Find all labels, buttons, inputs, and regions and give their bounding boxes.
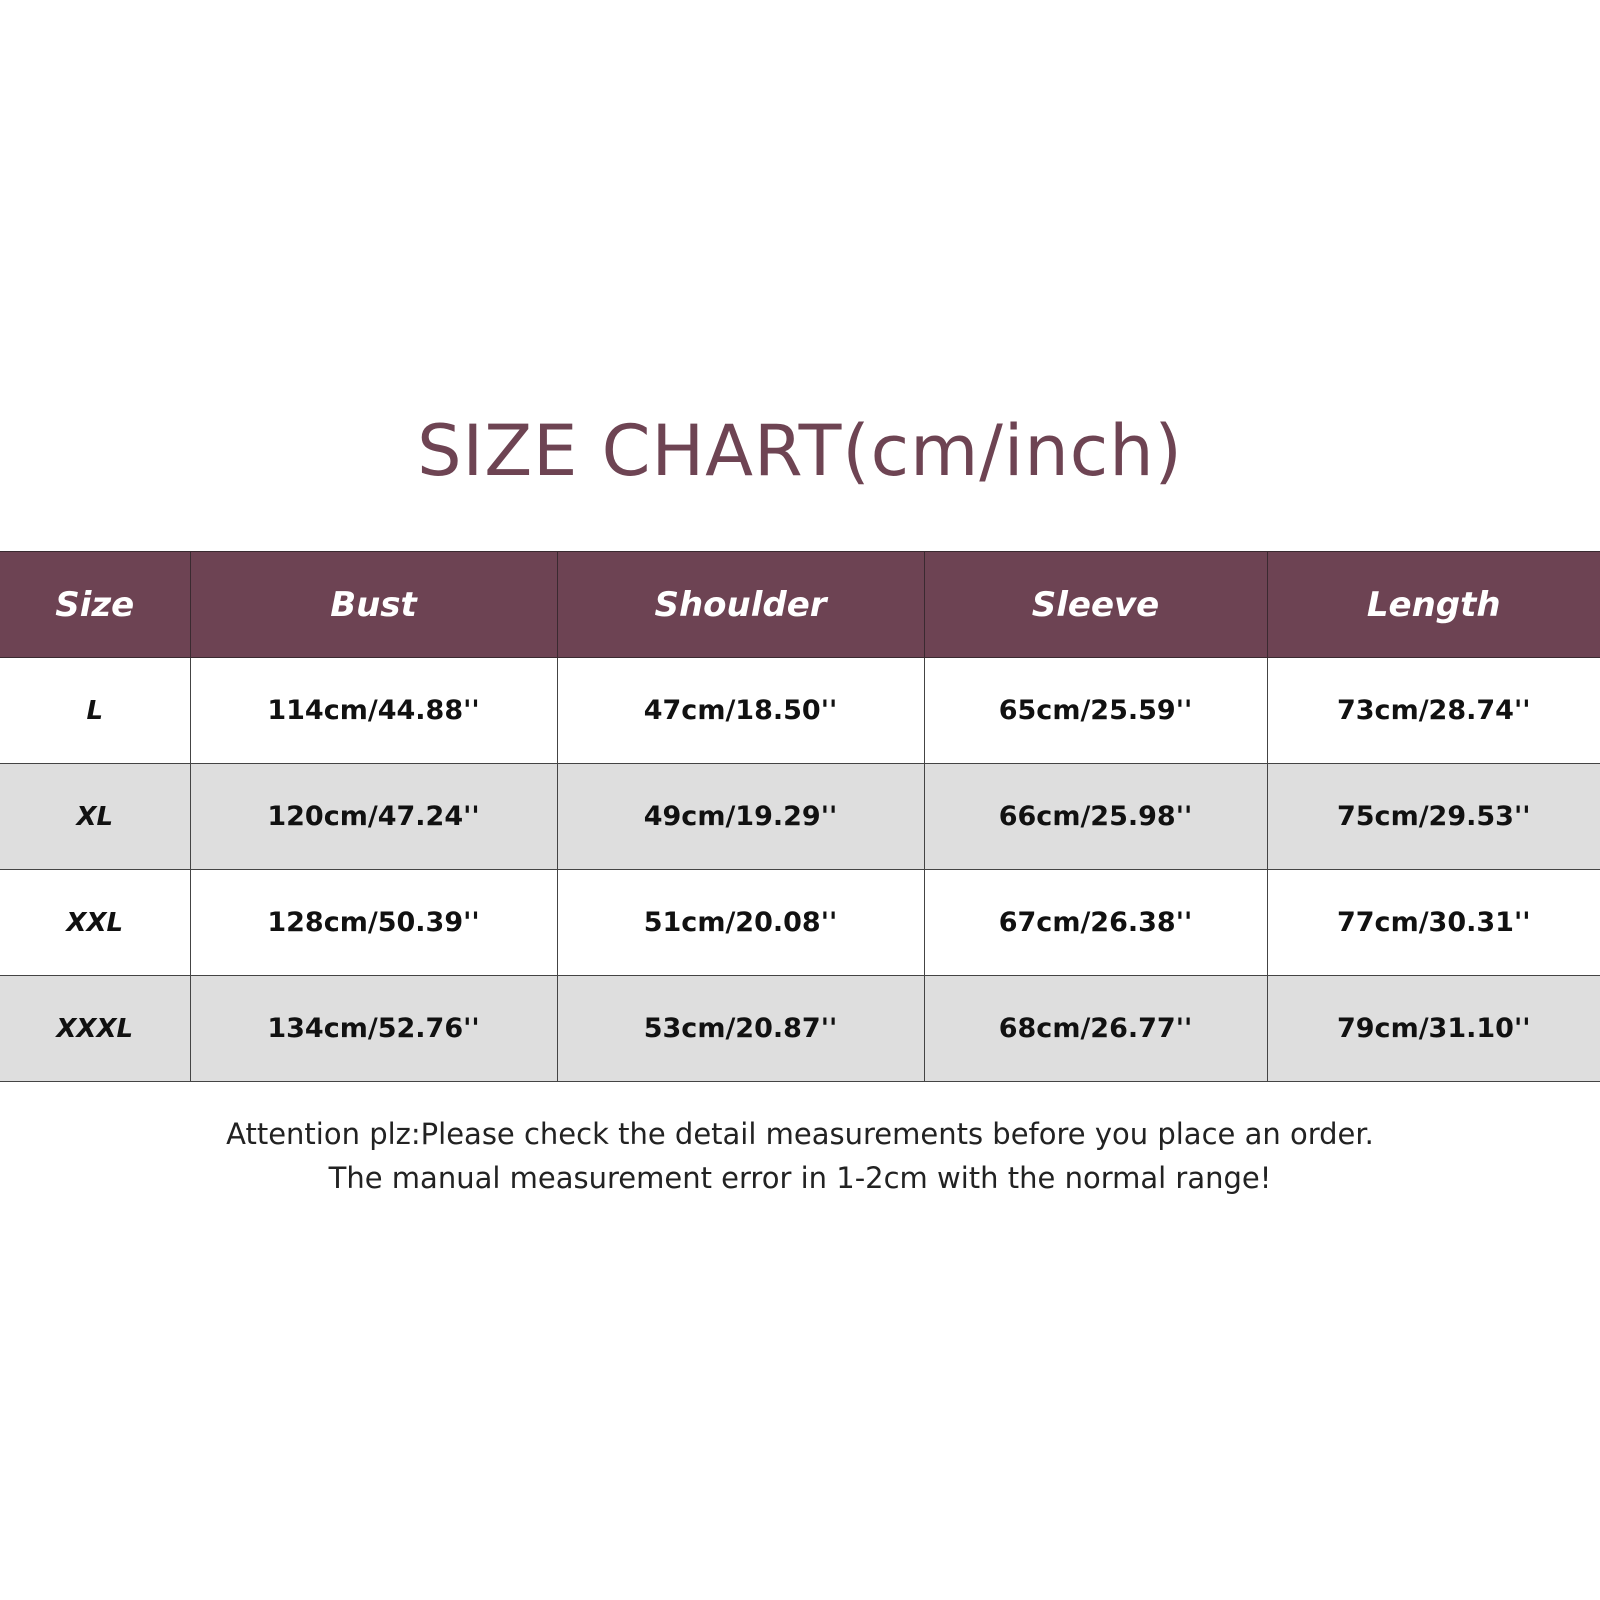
shoulder-cell: 51cm/20.08'' [557,870,924,976]
size-cell: XXL [0,870,190,976]
length-cell: 79cm/31.10'' [1267,976,1600,1082]
shoulder-cell: 47cm/18.50'' [557,658,924,764]
note-line-1: Attention plz:Please check the detail measurements before you place an order. [226,1117,1374,1151]
column-header-size: Size [0,552,190,658]
sleeve-cell: 65cm/25.59'' [924,658,1267,764]
sleeve-cell: 66cm/25.98'' [924,764,1267,870]
column-header-shoulder: Shoulder [557,552,924,658]
sleeve-cell: 68cm/26.77'' [924,976,1267,1082]
bust-cell: 134cm/52.76'' [190,976,557,1082]
table-row [0,658,1600,764]
size-chart-table [0,551,1600,1082]
table-row [0,870,1600,976]
table-header-row [0,552,1600,658]
bust-cell: 114cm/44.88'' [190,658,557,764]
shoulder-cell: 49cm/19.29'' [557,764,924,870]
note-line-2: The manual measurement error in 1-2cm with the normal range! [328,1161,1272,1195]
sleeve-cell: 67cm/26.38'' [924,870,1267,976]
page-title: SIZE CHART(cm/inch) [417,410,1183,492]
table-row [0,976,1600,1082]
measurement-note [0,1112,1600,1200]
length-cell: 77cm/30.31'' [1267,870,1600,976]
table-row [0,764,1600,870]
size-cell: XL [0,764,190,870]
length-cell: 75cm/29.53'' [1267,764,1600,870]
column-header-length: Length [1267,552,1600,658]
column-header-bust: Bust [190,552,557,658]
size-cell: L [0,658,190,764]
length-cell: 73cm/28.74'' [1267,658,1600,764]
size-cell: XXXL [0,976,190,1082]
bust-cell: 128cm/50.39'' [190,870,557,976]
column-header-sleeve: Sleeve [924,552,1267,658]
shoulder-cell: 53cm/20.87'' [557,976,924,1082]
bust-cell: 120cm/47.24'' [190,764,557,870]
